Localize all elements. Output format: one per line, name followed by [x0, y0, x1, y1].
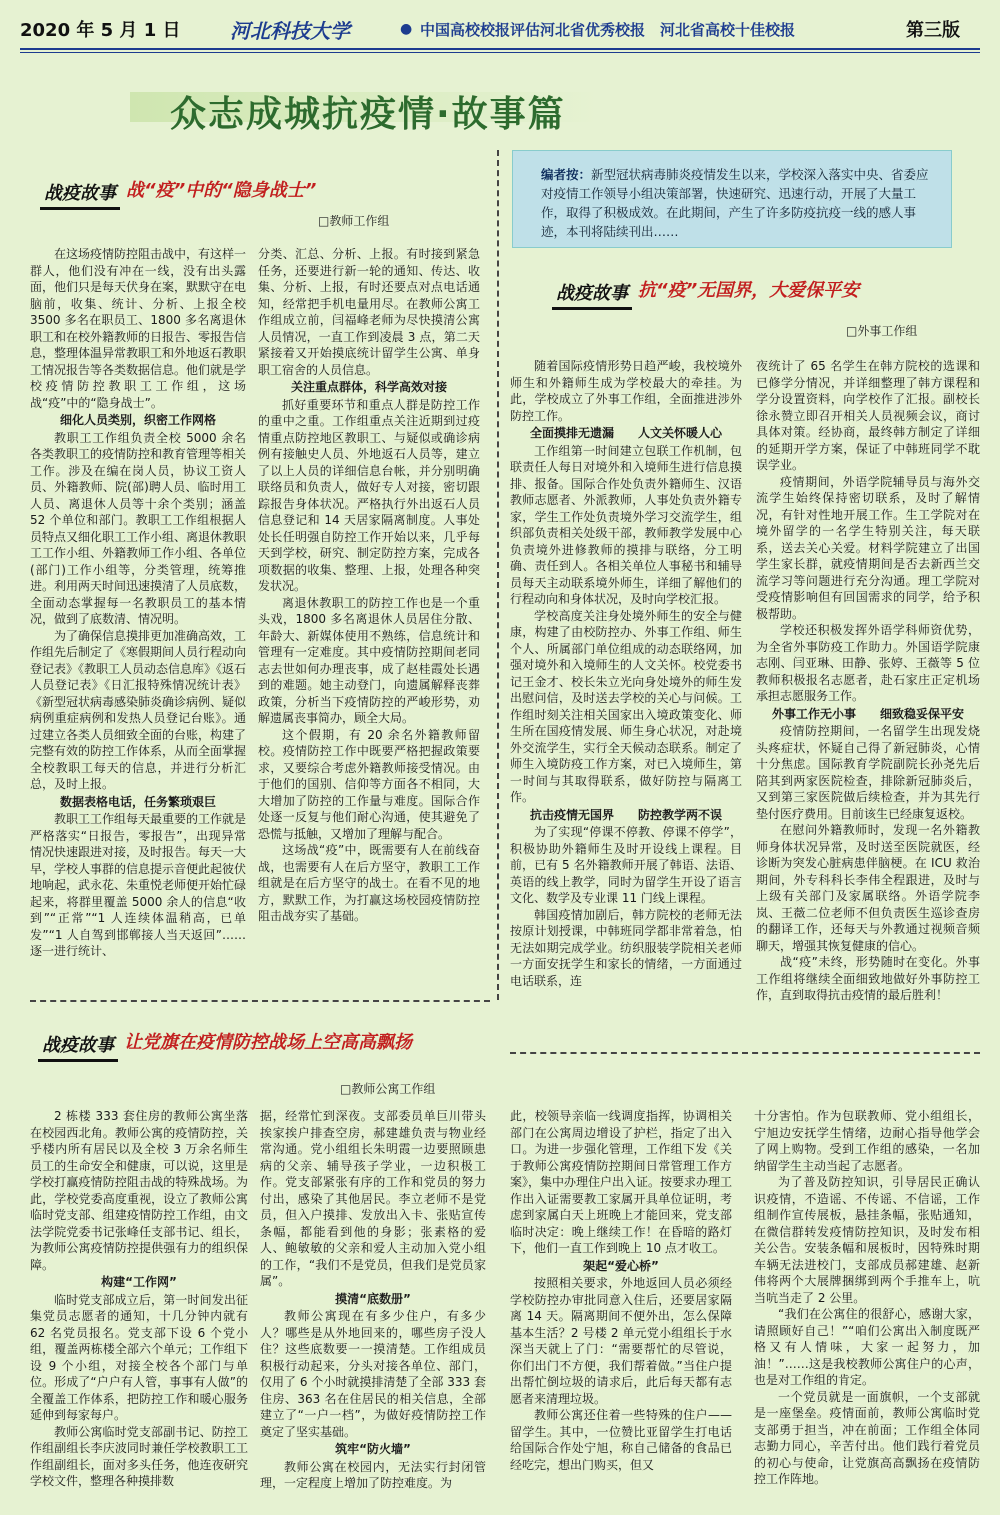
editor-note	[512, 150, 952, 248]
paragraph: 为了实现“停课不停教、停课不停学”，积极协助外籍师生及时开设线上课程。目前，已有 5 名外籍教师开展了韩语、法语、英语的线上教学，同时为留学生开设了语言文化、数学及专业课 11 门线上课程。	[510, 825, 742, 905]
paragraph: 按照相关要求，外地返回人员必须经学校防控办审批同意入住后，还要居家隔离 14 天。隔离期间不便外出，怎么保障基本生活？2 号楼 2 单元党小组组长于水深当天就上了门：“需要帮忙的尽管说，你们出门不方便，我们帮着做。”当住户提出帮忙倒垃圾的请求后，此后每天都有志愿者来清理垃圾。	[510, 1276, 732, 1406]
paragraph: 随着国际疫情形势日趋严峻，我校境外师生和外籍师生成为学校最大的牵挂。为此，学校成立了外事工作组，全面推进涉外防控工作。	[510, 359, 742, 423]
story3-column-4	[754, 1108, 980, 1506]
paragraph: 教师公寓还住着一些特殊的住户——留学生。其中，一位赞比亚留学生打电话给国际合作处宁旭，称自己储备的食品已经吃完，想出门购买，但又	[510, 1408, 732, 1472]
header-rule	[20, 48, 980, 50]
paragraph: 韩国疫情加剧后，韩方院校的老师无法按原计划授课，中韩班同学都非常着急，怕无法如期完成学业。纺织服装学院相关老师一方面安抚学生和家长的情绪，一方面通过电话联系，连	[510, 907, 742, 988]
paragraph: 教师公寓临时党支部副书记、防控工作组副组长李庆波同时兼任学校教职工工作组副组长，面对多头任务，他连夜研究学校文件，整理各种摸排数	[30, 1424, 248, 1488]
paragraph: 十分害怕。作为包联教师、党小组组长，宁旭边安抚学生情绪，边耐心指导他学会了网上购物。受到工作组的感染，一名加纳留学生主动当起了志愿者。	[754, 1109, 980, 1173]
story1-column-2	[258, 246, 480, 978]
paper-name: 河北科技大学	[230, 18, 350, 43]
subheading: 筑牢“防火墙”	[335, 1442, 411, 1456]
story3-header	[38, 1028, 412, 1062]
paragraph: 2 栋楼 333 套住房的教师公寓坐落在校园西北角。教师公寓的疫情防控，关乎楼内所有居民以及全校 3 万余名师生员工的生命安全和健康，可以说，这里是学校打赢疫情防控阻击战的特殊战场。为此，学校党委高度重视，设立了教师公寓临时党支部、组建疫情防控工作组，由文法学院党委书记张峰任支部书记、组长，为教师公寓疫情防控提供强有力的组织保障。	[30, 1109, 248, 1272]
story3-tag: 战疫故事	[38, 1031, 118, 1062]
story1-tag: 战疫故事	[40, 179, 120, 210]
section-divider-right	[510, 1052, 980, 1054]
page-title: 众志成城抗疫情·故事篇	[170, 94, 566, 135]
subheading: 构建“工作网”	[101, 1275, 177, 1289]
paragraph: 离退休教职工的防控工作也是一个重头戏，1800 多名离退休人员居住分散、年龄大、新媒体使用不熟练，信息统计和管理有一定难度。其中疫情防控期间老同志去世如何办理丧事，成了赵桂霞处长遇到的难题。她主动登门，向遗属解释丧葬政策，分析当下疫情防控的严峻形势，劝解遗属丧事简办，顾全大局。	[258, 595, 480, 725]
paragraph: 这场战“疫”中，既需要有人在前线奋战，也需要有人在后方坚守，教职工工作组就是在后方坚守的战士。在看不见的地方，默默工作，为打赢这场校园疫情防控阻击战夯实了基础。	[258, 843, 480, 923]
subheading: 数据表格电话，任务繁琐艰巨	[59, 794, 216, 809]
header-rule-thin	[20, 52, 980, 53]
paragraph: 抓好重要环节和重点人群是防控工作的重中之重。工作组重点关注近期到过疫情重点防控地区教职工、与疑似或确诊病例有接触史人员、外地返石人员等，建立了以上人员的详细信息台帐，并分别明确联络员和负责人，做好专人对接，密切跟踪报告身体状况。严格执行外出返石人员信息登记和 14 天居家隔离制度。人事处处长任明强自防控工作开始以来，几乎每天到学校，研究、制定防控方案，完成各项数据的收集、整理、上报，处理各种突发状况。	[258, 397, 480, 593]
paragraph: 在这场疫情防控阻击战中，有这样一群人，他们没有冲在一线，没有出头露面，他们只是每天伏身在案，默默守在电脑前，收集、统计、分析、上报全校 3500 多名在职员工、1800 多名离退休职工和在校外籍教师的日报告、零报告信息，整理体温异常教职工和外地返石教职工情况报告等各类数据信息。他们就是学校疫情防控教职工工作组，这场战“疫”中的“隐身战士”。	[30, 247, 246, 410]
editor-note-text: 新型冠状病毒肺炎疫情发生以来，学校深入落实中央、省委应对疫情工作领导小组决策部署，快速研究、迅速行动，开展了大量工作，取得了积极成效。在此期间，产生了许多防疫抗疫一线的感人事迹，本刊将陆续刊出……	[541, 167, 929, 239]
editor-note-label: 编者按：	[541, 167, 592, 182]
story1-header	[40, 176, 316, 210]
masthead	[20, 12, 980, 46]
story3-column-2	[260, 1108, 486, 1506]
paragraph: 据，经常忙到深夜。支部委员单巨川带头挨家挨户排查空房，郝建雄负责与物业经常沟通。党小组组长朱明霞一边要照顾患病的父亲、辅导孩子学业，一边积极工作。党支部紧张有序的工作和党员的努力付出，感染了其他居民。李立老师不是党员，但入户摸排、发放出入卡、张贴宣传条幅，都能看到他的身影；张素格的爱人、鲍敏敏的父亲和爱人主动加入党小组的工作，“我们不是党员，但我们是党员家属”。	[260, 1109, 486, 1288]
paragraph: 这个假期，有 20 余名外籍教师留校。疫情防控工作中既要严格把握政策要求，又要综合考虑外籍教师接受情况。由于他们的国别、信仰等方面各不相同，大大增加了防控的工作量与难度。国际合作处逐一反复与他们耐心沟通，使其避免了恐慌与抵触，又增加了理解与配合。	[258, 727, 480, 841]
paragraph: 一个党员就是一面旗帜，一个支部就是一座堡垒。疫情面前，教师公寓临时党支部勇于担当，冲在前面；工作组全体同志勤力同心，辛苦付出。他们践行着党员的初心与使命，让党旗高高飘扬在疫情防控工作阵地。	[754, 1389, 980, 1486]
paragraph: 教职工工作组每天最重要的工作就是严格落实“日报告，零报告”，出现异常情况快速跟进对接，及时报告。每天一大早，学校人事群的信息提示音便此起彼伏地响起，武永花、朱重悦老师便开始忙碌起来，将群里覆盖 5000 余人的信息“收到”“正常”“1 人连续体温稍高，已单发”“1 人自驾到邯郸接人当天返回”……逐一进行统计、	[30, 812, 246, 958]
story3-title: 让党旗在疫情防控战场上空高高飘扬	[124, 1032, 412, 1053]
paragraph: 为了确保信息摸排更加准确高效，工作组先后制定了《寒假期间人员行程动向登记表》《教职工人员动态信息库》《返石人员登记表》《日汇报特殊情况统计表》《新型冠状病毒感染肺炎确诊病例、疑似病例重症病例和发热人员登记台账》。通过建立各类人员细致全面的台账，构建了完整有效的防控工作体系，从而全面掌握全校教职工每天的信息，并进行分析汇总，及时上报。	[30, 628, 246, 791]
story2-tag: 战疫故事	[552, 279, 632, 310]
paragraph: 教师公寓现在有多少住户，有多少人？哪些是从外地回来的，哪些房子没人住？这些底数要一一摸清楚。工作组成员积极行动起来，分头对接各单位、部门，仅用了 6 个小时就摸排清楚了全部 333 套住房、363 名在住居民的相关信息，全部建立了“一户一档”，为做好疫情防控工作奠定了坚实基础。	[260, 1309, 486, 1439]
paragraph: 此，校领导亲临一线调度指挥，协调相关部门在公寓周边增设了护栏，指定了出入口。为进一步强化管理，工作组下发《关于教师公寓疫情防控期间日常管理工作方案》，集中办理住户出入证。按要求办理工作出入证需要教工家属开具单位证明，考虑到家属白天上班晚上才能回来，党支部临时决定：晚上继续工作！在昏暗的路灯下，他们一直工作到晚上 10 点才收工。	[510, 1109, 732, 1255]
paragraph: 教职工工作组负责全校 5000 余名各类教职工的疫情防控和教育管理等相关工作。涉及在编在岗人员，协议工资人员、外籍教师、院(部)聘人员、临时用工人员、离退休人员等十余个类别；涵盖 52 个单位和部门。教职工工作组根据人员特点又细化职工工作小组、离退休教职工工作小组、外籍教师工作小组、各单位(部门)工作小组等，分类管理，统筹推进。利用两天时间迅速摸清了人员底数，全面动态掌握每一名教职员工的基本情况，做到了底数清、情况明。	[30, 430, 246, 626]
subheading: 细化人员类别，织密工作网格	[59, 413, 216, 427]
story2-column-2	[756, 358, 980, 1038]
paper-slogan: 中国高校校报评估河北省优秀校报 河北省高校十佳校报	[420, 20, 796, 39]
paragraph: 教师公寓在校园内，无法实行封闭管理，一定程度上增加了防控难度。为	[260, 1459, 486, 1490]
paragraph: 疫情防控期间，一名留学生出现发烧头疼症状，怀疑自己得了新冠肺炎，心情十分焦虑。国际教育学院副院长孙尧先后陪其到两家医院检查，排除新冠肺炎后，又到第三家医院做后续检查，并为其先行垫付医疗费用。目前该生已经康复返校。	[756, 724, 980, 821]
story1-byline: □ 教师工作组	[318, 212, 389, 229]
paragraph: 分类、汇总、分析、上报。有时接到紧急任务，还要进行新一轮的通知、传达、收集、分析、上报，有时还要点对点电话通知，经常把手机电量用尽。在教师公寓工作组成立前，闫福峰老师为尽快摸清公寓人员情况，一直工作到凌晨 3 点，第二天紧接着又开始摸底统计留学生公寓、单身职工宿舍的人员信息。	[258, 247, 480, 377]
story1-column-1	[30, 246, 246, 978]
story3-column-3	[510, 1108, 732, 1506]
subheading: 摸清“底数册”	[335, 1291, 411, 1306]
paragraph: 夜统计了 65 名学生在韩方院校的选课和已修学分情况，并详细整理了韩方课程和学分设置资料，向学校作了汇报。副校长徐永赞立即召开相关人员视频会议，商讨具体对策。经协商，最终韩方制定了详细的延期开学方案，保证了中韩班同学不耽误学业。	[756, 359, 980, 472]
paragraph: 在慰问外籍教师时，发现一名外籍教师身体状况异常，及时送至医院就医，经诊断为突发心脏病患伴脑梗。在 ICU 救治期间，外专科科长李伟全程跟进，及时与上级有关部门及家属联络。外语学院李岚、王薇二位老师不但负责医生巡诊查房的翻译工作，还每天与外教通过视频音频聊天，增强其恢复健康的信心。	[756, 823, 980, 953]
story3-column-1	[30, 1108, 248, 1506]
edition-label: 第三版	[906, 20, 960, 41]
subheading: 外事工作无小事 细致稳妥保平安	[771, 706, 964, 721]
section-divider-left	[30, 1000, 490, 1002]
paragraph: 战“疫”未终，形势随时在变化。外事工作组将继续全面细致地做好外事防控工作，直到取得抗击疫情的最后胜利！	[756, 955, 980, 1002]
issue-date: 2020 年 5 月 1 日	[20, 20, 181, 41]
paragraph: 工作组第一时间建立包联工作机制，包联责任人每日对境外和入境师生进行信息摸排、报备。国际合作处负责外籍师生、汉语教师志愿者、外派教师，人事处负责外籍专家，学生工作处负责境外学习交流学生，组织部负责相关处级干部，教师教学发展中心负责境外进修教师的摸排与联络，分工明确、责任到人。各相关单位人事秘书和辅导员每天主动联系境外师生，详细了解他们的行程动向和身体状况，及时向学校汇报。	[510, 443, 742, 606]
subheading: 架起“爱心桥”	[583, 1258, 659, 1273]
story1-title: 战“疫”中的“隐身战士”	[126, 180, 317, 201]
column-divider	[497, 150, 499, 1000]
story2-header	[552, 276, 859, 310]
story3-byline: □ 教师公寓工作组	[340, 1080, 435, 1097]
paragraph: 学校还积极发挥外语学科师资优势，为全省外事防疫工作助力。外国语学院康志刚、闫亚琳、田静、张婷、王薇等 5 位教师积极报名志愿者，赴石家庄正定机场承担志愿服务工作。	[756, 623, 980, 703]
paragraph: 学校高度关注身处境外师生的安全与健康，构建了由校防控办、外事工作组、师生个人、所属部门单位组成的动态联络网，加强对境外和入境师生的人文关怀。校党委书记王金才、校长朱立光向身处境外的师生发出慰问信，及时送去学校的关心与问候。工作组时刻关注相关国家出入境政策变化、师生所在国疫情发展、师生身心状况，对赴境外交流学生，实行全天候动态联系。制定了师生入境防疫工作方案，对已入境师生，第一时间与其取得联系，做好防控与隔离工作。	[510, 608, 742, 804]
story2-byline: □ 外事工作组	[846, 322, 917, 339]
paragraph: 为了普及防控知识，引导居民正确认识疫情，不造谣、不传谣、不信谣，工作组制作宣传展板，悬挂条幅，张贴通知，在微信群转发疫情防控知识，及时发布相关公告。安装条幅和展板时，因特殊时期车辆无法进校门，支部成员郝建雄、赵新伟将两个大展牌捆绑到两个手推车上，吭当吭当走了 2 公里。	[754, 1175, 980, 1305]
story2-title: 抗“疫”无国界，大爱保平安	[638, 280, 860, 301]
subheading: 全面摸排无遗漏 人文关怀暖人心	[529, 426, 722, 440]
subheading: 抗击疫情无国界 防控教学两不误	[529, 807, 722, 822]
paragraph: 疫情期间，外语学院辅导员与海外交流学生始终保持密切联系，及时了解情况，有针对性地开展工作。生工学院对在境外留学的一名学生特别关注，每天联系，送去关心关爱。材料学院建立了出国学生家长群，就疫情期间是否去新西兰交流学习等问题进行充分沟通。理工学院对受疫情影响但有回国需求的同学，给予积极帮助。	[756, 474, 980, 621]
subheading: 关注重点群体，科学高效对接	[290, 380, 447, 394]
paragraph: 临时党支部成立后，第一时间发出征集党员志愿者的通知，十几分钟内就有 62 名党员报名。党支部下设 6 个党小组，覆盖两栋楼全部六个单元；工作组下设 9 个小组，对接全校各个部门与单位。形成了“户户有人管，事事有人做”的全覆盖工作体系，把防控工作和暖心服务延伸到每家每户。	[30, 1292, 248, 1422]
story2-column-1	[510, 358, 742, 1038]
bullet-icon: ●	[400, 21, 413, 37]
paragraph: “我们在公寓住的很舒心，感谢大家，请照顾好自己！”“咱们公寓出入制度既严格又有人情味，大家一起努力，加油！”……这是我校教师公寓住户的心声，也是对工作组的肯定。	[754, 1307, 980, 1387]
